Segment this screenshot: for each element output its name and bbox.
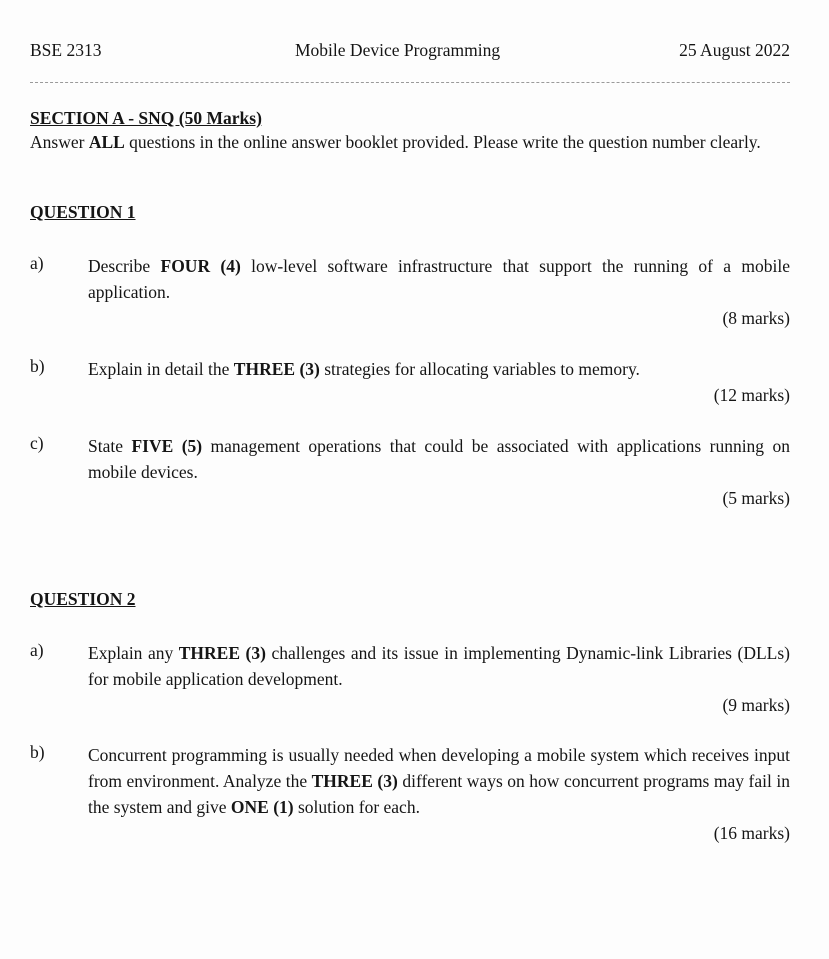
part-label: b): [30, 356, 45, 376]
exam-date: 25 August 2022: [679, 40, 790, 60]
instruction-emphasis: ALL: [88, 132, 125, 152]
question-1-heading: QUESTION 1: [30, 202, 136, 222]
part-marks: (5 marks): [722, 488, 790, 508]
part-label: a): [30, 253, 44, 273]
instruction-text: questions in the online answer booklet provided. Please write the question number clearly.: [124, 132, 761, 152]
part-text: Explain any THREE (3) challenges and its issue in implementing Dynamic-link Libraries (DLLs) for mobile application development.: [88, 643, 790, 689]
part-label: c): [30, 433, 44, 453]
part-text: Concurrent programming is usually needed when developing a mobile system which receives input from environment. Analyze the THREE (3) different ways on how concurrent programs may fail in the system and give ONE (1) solution for each.: [88, 745, 790, 817]
course-title: Mobile Device Programming: [295, 40, 501, 60]
page-header: [30, 40, 790, 66]
part-label: b): [30, 742, 45, 762]
question-2-part-a: [30, 640, 790, 718]
header-divider: [30, 82, 790, 83]
part-text: Explain in detail the THREE (3) strategies for allocating variables to memory.: [88, 359, 640, 379]
part-label: a): [30, 640, 44, 660]
question-1-part-a: [30, 253, 790, 331]
part-marks: (12 marks): [713, 385, 790, 405]
course-code: BSE 2313: [30, 40, 102, 60]
section-heading: SECTION A - SNQ (50 Marks): [30, 108, 262, 128]
part-marks: (8 marks): [722, 308, 790, 328]
part-marks: (16 marks): [713, 823, 790, 843]
question-2-heading: QUESTION 2: [30, 589, 136, 609]
question-1-part-b: [30, 356, 790, 408]
part-text: State FIVE (5) management operations that could be associated with applications running on mobile devices.: [88, 436, 791, 482]
section-instructions: [30, 131, 790, 154]
question-2-part-b: [30, 742, 790, 846]
part-marks: (9 marks): [722, 695, 790, 715]
part-text: Describe FOUR (4) low-level software infrastructure that support the running of a mobile application.: [88, 256, 790, 302]
instruction-text: Answer: [30, 132, 89, 152]
question-1-part-c: [30, 433, 790, 511]
